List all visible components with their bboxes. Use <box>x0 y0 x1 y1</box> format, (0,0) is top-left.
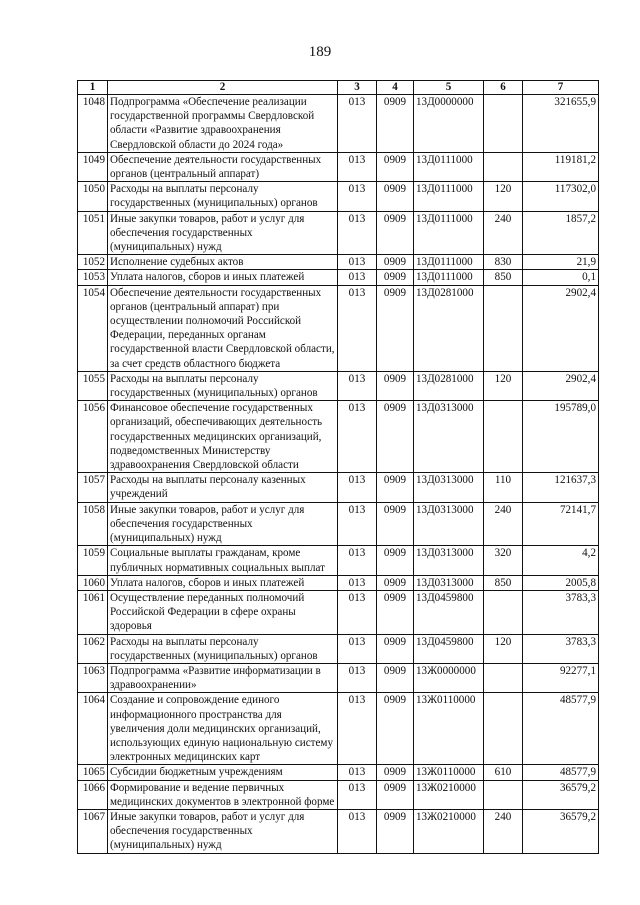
row-target-code: 13Ж0000000 <box>414 663 484 692</box>
row-section-code: 0909 <box>377 575 414 590</box>
row-amount: 48577,9 <box>523 765 599 780</box>
row-expense-type <box>484 693 523 765</box>
row-target-code: 13Ж0210000 <box>414 809 484 853</box>
row-section-code: 0909 <box>377 95 414 153</box>
row-amount: 3783,3 <box>523 590 599 634</box>
row-number: 1061 <box>78 590 108 634</box>
row-target-code: 13Д0313000 <box>414 502 484 546</box>
row-section-code: 0909 <box>377 285 414 371</box>
budget-table <box>77 80 599 854</box>
row-expense-type: 850 <box>484 575 523 590</box>
row-target-code: 13Д0111000 <box>414 152 484 181</box>
row-description: Иные закупки товаров, работ и услуг для обеспечения государственных (муниципальных) нужд <box>108 809 338 853</box>
row-target-code: 13Д0281000 <box>414 371 484 400</box>
row-section-code: 0909 <box>377 809 414 853</box>
row-expense-type <box>484 780 523 809</box>
row-description: Уплата налогов, сборов и иных платежей <box>108 575 338 590</box>
header-cell-4: 4 <box>377 81 414 95</box>
table-row <box>78 371 599 400</box>
row-amount: 119181,2 <box>523 152 599 181</box>
row-admin-code: 013 <box>338 693 377 765</box>
row-description: Создание и сопровождение единого информационного пространства для увеличения доли медицинских организаций, использующих единую национальную систему электронных медицинских карт <box>108 693 338 765</box>
row-expense-type: 830 <box>484 255 523 270</box>
table-row <box>78 765 599 780</box>
row-section-code: 0909 <box>377 693 414 765</box>
row-target-code: 13Д0111000 <box>414 211 484 255</box>
table-row <box>78 211 599 255</box>
header-cell-6: 6 <box>484 81 523 95</box>
row-target-code: 13Д0111000 <box>414 270 484 285</box>
row-expense-type: 240 <box>484 211 523 255</box>
row-expense-type: 610 <box>484 765 523 780</box>
table-row <box>78 473 599 502</box>
row-admin-code: 013 <box>338 575 377 590</box>
row-expense-type <box>484 590 523 634</box>
row-section-code: 0909 <box>377 255 414 270</box>
row-target-code: 13Д0111000 <box>414 255 484 270</box>
table-row <box>78 95 599 153</box>
row-section-code: 0909 <box>377 270 414 285</box>
row-admin-code: 013 <box>338 634 377 663</box>
row-section-code: 0909 <box>377 152 414 181</box>
row-target-code: 13Д0459800 <box>414 634 484 663</box>
row-admin-code: 013 <box>338 255 377 270</box>
row-expense-type <box>484 285 523 371</box>
row-description: Подпрограмма «Развитие информатизации в здравоохранении» <box>108 663 338 692</box>
row-amount: 36579,2 <box>523 809 599 853</box>
table-row <box>78 693 599 765</box>
row-number: 1054 <box>78 285 108 371</box>
row-description: Обеспечение деятельности государственных органов (центральный аппарат) при осуществлении полномочий Российской Федерации, переданных органам государственной власти Свердловской области, за счет средств областного бюджета <box>108 285 338 371</box>
row-number: 1050 <box>78 182 108 211</box>
row-number: 1052 <box>78 255 108 270</box>
header-row <box>78 81 599 95</box>
row-section-code: 0909 <box>377 401 414 473</box>
row-admin-code: 013 <box>338 371 377 400</box>
row-target-code: 13Д0313000 <box>414 473 484 502</box>
row-number: 1063 <box>78 663 108 692</box>
table-row <box>78 634 599 663</box>
row-description: Осуществление переданных полномочий Российской Федерации в сфере охраны здоровья <box>108 590 338 634</box>
row-description: Исполнение судебных актов <box>108 255 338 270</box>
table-row <box>78 255 599 270</box>
row-admin-code: 013 <box>338 546 377 575</box>
header-cell-7: 7 <box>523 81 599 95</box>
row-section-code: 0909 <box>377 502 414 546</box>
row-target-code: 13Д0313000 <box>414 575 484 590</box>
header-cell-2: 2 <box>108 81 338 95</box>
row-admin-code: 013 <box>338 780 377 809</box>
row-target-code: 13Д0313000 <box>414 546 484 575</box>
row-admin-code: 013 <box>338 285 377 371</box>
row-description: Подпрограмма «Обеспечение реализации государственной программы Свердловской области «Развитие здравоохранения Свердловской области до 2024 года» <box>108 95 338 153</box>
row-expense-type <box>484 152 523 181</box>
row-number: 1059 <box>78 546 108 575</box>
row-amount: 48577,9 <box>523 693 599 765</box>
row-target-code: 13Д0000000 <box>414 95 484 153</box>
row-description: Социальные выплаты гражданам, кроме публичных нормативных социальных выплат <box>108 546 338 575</box>
table-row <box>78 502 599 546</box>
row-number: 1055 <box>78 371 108 400</box>
row-number: 1060 <box>78 575 108 590</box>
row-amount: 0,1 <box>523 270 599 285</box>
header-cell-5: 5 <box>414 81 484 95</box>
row-description: Формирование и ведение первичных медицинских документов в электронной форме <box>108 780 338 809</box>
table-row <box>78 285 599 371</box>
row-admin-code: 013 <box>338 152 377 181</box>
row-admin-code: 013 <box>338 809 377 853</box>
row-expense-type: 240 <box>484 502 523 546</box>
row-expense-type: 850 <box>484 270 523 285</box>
row-description: Обеспечение деятельности государственных органов (центральный аппарат) <box>108 152 338 181</box>
row-section-code: 0909 <box>377 473 414 502</box>
row-section-code: 0909 <box>377 546 414 575</box>
row-amount: 72141,7 <box>523 502 599 546</box>
row-section-code: 0909 <box>377 590 414 634</box>
row-target-code: 13Ж0110000 <box>414 765 484 780</box>
row-amount: 321655,9 <box>523 95 599 153</box>
row-amount: 2902,4 <box>523 285 599 371</box>
table-row <box>78 182 599 211</box>
row-expense-type <box>484 95 523 153</box>
row-number: 1051 <box>78 211 108 255</box>
row-number: 1056 <box>78 401 108 473</box>
table-row <box>78 575 599 590</box>
row-number: 1064 <box>78 693 108 765</box>
row-number: 1053 <box>78 270 108 285</box>
row-amount: 92277,1 <box>523 663 599 692</box>
table-row <box>78 401 599 473</box>
table-row <box>78 590 599 634</box>
row-amount: 195789,0 <box>523 401 599 473</box>
row-number: 1049 <box>78 152 108 181</box>
row-expense-type <box>484 401 523 473</box>
row-number: 1062 <box>78 634 108 663</box>
row-target-code: 13Д0459800 <box>414 590 484 634</box>
header-cell-3: 3 <box>338 81 377 95</box>
row-expense-type: 120 <box>484 634 523 663</box>
row-number: 1065 <box>78 765 108 780</box>
row-amount: 2902,4 <box>523 371 599 400</box>
row-section-code: 0909 <box>377 182 414 211</box>
row-description: Иные закупки товаров, работ и услуг для обеспечения государственных (муниципальных) нужд <box>108 211 338 255</box>
row-expense-type: 110 <box>484 473 523 502</box>
row-description: Уплата налогов, сборов и иных платежей <box>108 270 338 285</box>
row-description: Расходы на выплаты персоналу государственных (муниципальных) органов <box>108 371 338 400</box>
row-target-code: 13Д0281000 <box>414 285 484 371</box>
row-section-code: 0909 <box>377 371 414 400</box>
row-description: Финансовое обеспечение государственных организаций, обеспечивающих деятельность государственных медицинских организаций, подведомственных Министерству здравоохранения Свердловской области <box>108 401 338 473</box>
table-row <box>78 663 599 692</box>
row-target-code: 13Ж0110000 <box>414 693 484 765</box>
row-description: Субсидии бюджетным учреждениям <box>108 765 338 780</box>
page-number: 189 <box>308 44 332 60</box>
table-row <box>78 270 599 285</box>
table-row <box>78 152 599 181</box>
row-number: 1067 <box>78 809 108 853</box>
row-section-code: 0909 <box>377 634 414 663</box>
row-description: Расходы на выплаты персоналу государственных (муниципальных) органов <box>108 634 338 663</box>
row-section-code: 0909 <box>377 765 414 780</box>
row-admin-code: 013 <box>338 590 377 634</box>
row-number: 1066 <box>78 780 108 809</box>
table-row <box>78 780 599 809</box>
table-row <box>78 809 599 853</box>
table-row <box>78 546 599 575</box>
row-target-code: 13Д0111000 <box>414 182 484 211</box>
row-amount: 36579,2 <box>523 780 599 809</box>
row-target-code: 13Д0313000 <box>414 401 484 473</box>
row-target-code: 13Ж0210000 <box>414 780 484 809</box>
row-admin-code: 013 <box>338 182 377 211</box>
row-amount: 2005,8 <box>523 575 599 590</box>
row-expense-type: 320 <box>484 546 523 575</box>
row-number: 1058 <box>78 502 108 546</box>
row-amount: 117302,0 <box>523 182 599 211</box>
row-description: Расходы на выплаты персоналу государственных (муниципальных) органов <box>108 182 338 211</box>
row-number: 1057 <box>78 473 108 502</box>
row-section-code: 0909 <box>377 663 414 692</box>
row-expense-type <box>484 663 523 692</box>
row-description: Расходы на выплаты персоналу казенных учреждений <box>108 473 338 502</box>
row-section-code: 0909 <box>377 211 414 255</box>
row-admin-code: 013 <box>338 502 377 546</box>
row-description: Иные закупки товаров, работ и услуг для обеспечения государственных (муниципальных) нужд <box>108 502 338 546</box>
row-expense-type: 120 <box>484 182 523 211</box>
row-admin-code: 013 <box>338 95 377 153</box>
row-admin-code: 013 <box>338 473 377 502</box>
row-amount: 121637,3 <box>523 473 599 502</box>
row-number: 1048 <box>78 95 108 153</box>
row-admin-code: 013 <box>338 663 377 692</box>
row-expense-type: 120 <box>484 371 523 400</box>
row-expense-type: 240 <box>484 809 523 853</box>
header-cell-1: 1 <box>78 81 108 95</box>
row-section-code: 0909 <box>377 780 414 809</box>
row-admin-code: 013 <box>338 270 377 285</box>
row-amount: 21,9 <box>523 255 599 270</box>
row-amount: 3783,3 <box>523 634 599 663</box>
row-admin-code: 013 <box>338 211 377 255</box>
row-admin-code: 013 <box>338 401 377 473</box>
row-admin-code: 013 <box>338 765 377 780</box>
row-amount: 4,2 <box>523 546 599 575</box>
row-amount: 1857,2 <box>523 211 599 255</box>
